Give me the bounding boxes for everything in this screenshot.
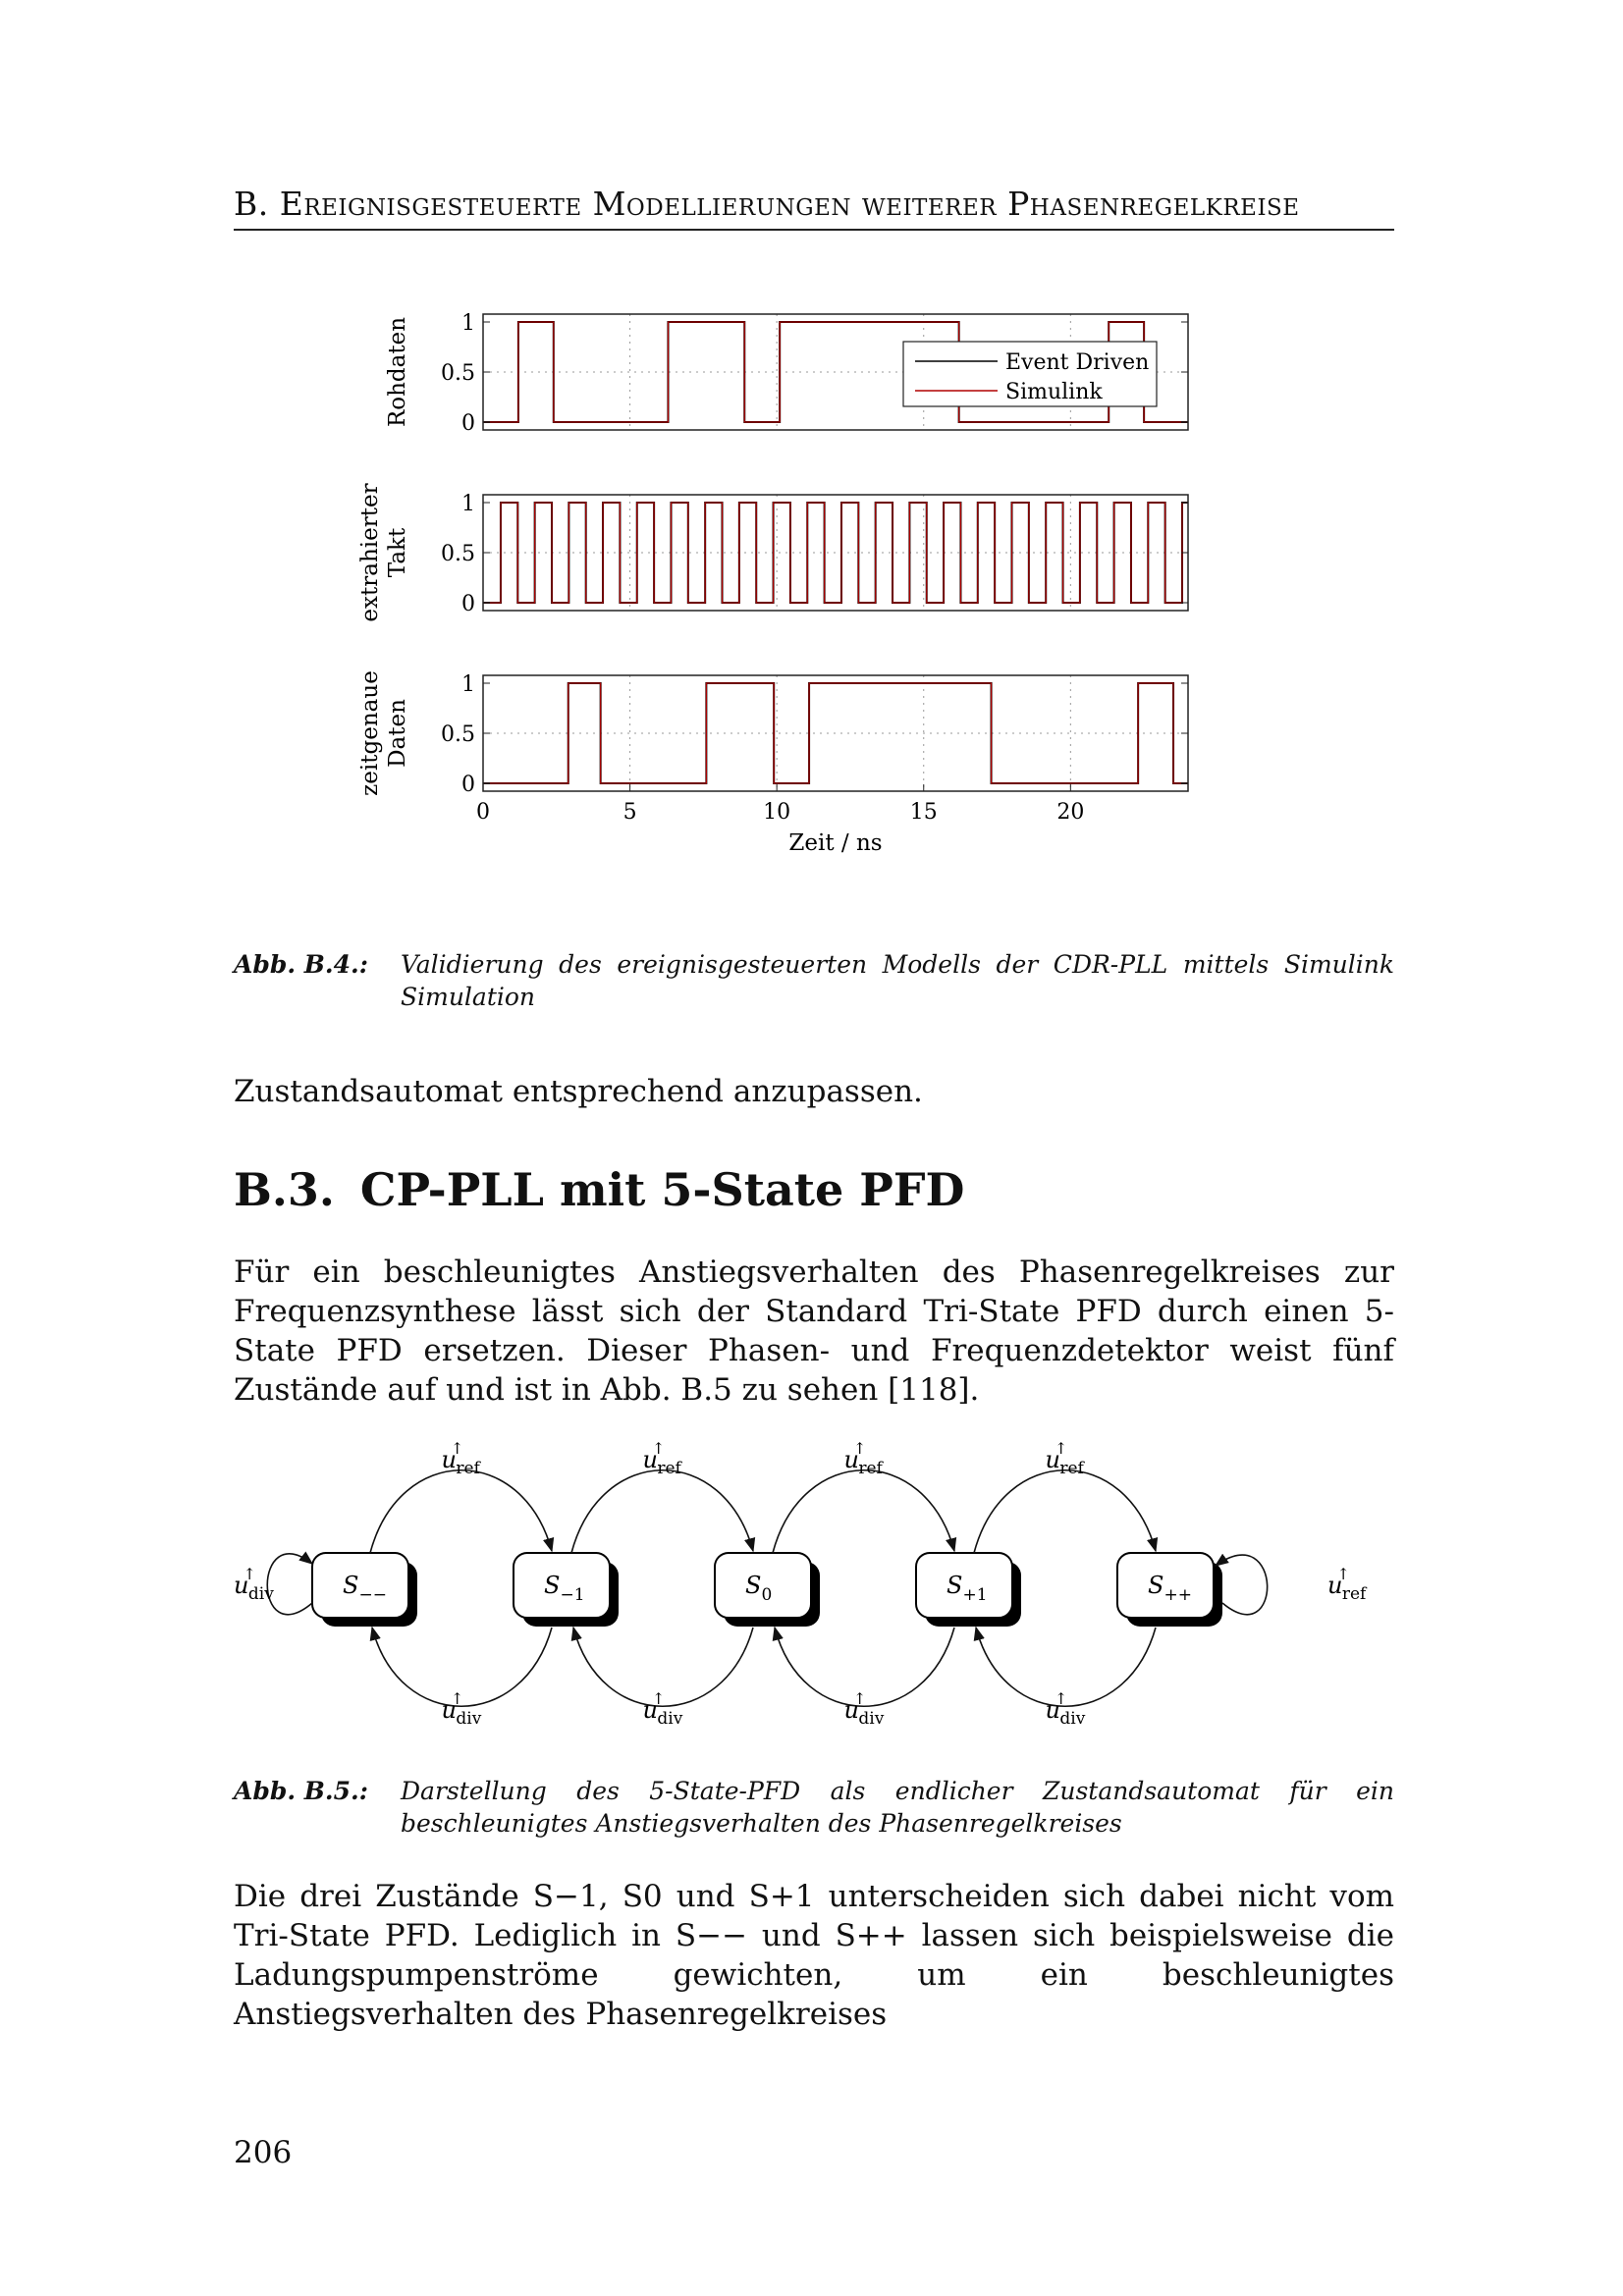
state-label: $S_{-1}$	[544, 1572, 585, 1605]
transition-ref-arrow	[974, 1470, 1156, 1553]
x-tick-label: 0	[476, 800, 490, 825]
x-axis-label: Zeit / ns	[788, 830, 883, 856]
y-axis-label: Daten	[385, 699, 410, 768]
y-tick-label: 0	[461, 411, 475, 436]
y-axis-label: zeitgenaue	[357, 670, 383, 796]
subplot-1	[385, 311, 1188, 436]
figure-b4-caption	[234, 948, 1394, 1013]
label-u-div: u↑ div	[441, 1689, 482, 1729]
paragraph-2: Für ein beschleunigtes Anstiegsverhalten des Phasenregelkreises zur Frequenzsynthese lässt sich der Standard Tri-State PFD durch einen 5-State PFD ersetzen. Dieser Phasen- und Frequenzdetektor weist fünf Zustände auf und ist in Abb. B.5 zu sehen [118].	[234, 1255, 1394, 1408]
figure-b5-caption-text: Darstellung des 5-State-PFD als endlicher Zustandsautomat für ein beschleunigtes Anstiegsverhalten des Phasenregelkreises	[401, 1777, 1394, 1838]
y-tick-label: 0.5	[441, 361, 475, 386]
figure-b5-caption-label: Abb. B.5.:	[234, 1777, 368, 1805]
figure-b4-chart	[353, 294, 1217, 883]
y-tick-label: 0.5	[441, 542, 475, 566]
figure-b5-caption	[234, 1775, 1394, 1840]
transition-ref-arrow	[370, 1470, 552, 1553]
state-node	[916, 1553, 1021, 1627]
y-axis-label: Takt	[385, 527, 410, 578]
label-u-ref: u↑ ref	[642, 1439, 681, 1478]
label-u-ref: u↑ ref	[843, 1439, 883, 1478]
y-tick-label: 1	[461, 311, 475, 336]
subplot-3	[357, 670, 1188, 856]
x-tick-label: 5	[622, 800, 637, 825]
figure-b4-caption-text: Validierung des ereignisgesteuerten Modells der CDR-PLL mittels Simulink Simulation	[401, 950, 1394, 1011]
state-label: $S_0$	[745, 1572, 773, 1605]
running-header: B. Ereignisgesteuerte Modellierungen weiterer Phasenregelkreise	[234, 185, 1394, 231]
state-node	[715, 1553, 820, 1627]
state-label: $S_{+1}$	[947, 1572, 988, 1605]
figure-b5-state-diagram	[226, 1433, 1404, 1757]
subplot-2	[357, 483, 1188, 621]
state-label: $S_{++}$	[1148, 1572, 1192, 1605]
label-u-div: u↑ div	[1045, 1689, 1086, 1729]
paragraph-1: Zustandsautomat entsprechend anzupassen.	[234, 1074, 923, 1109]
x-tick-label: 10	[763, 800, 791, 825]
section-title: CP-PLL mit 5-State PFD	[359, 1163, 965, 1216]
y-axis-label: extrahierter	[357, 483, 383, 622]
label-u-div-self: u↑ div	[234, 1565, 274, 1604]
y-tick-label: 0	[461, 773, 475, 797]
x-tick-label: 20	[1056, 800, 1085, 825]
state-node	[1117, 1553, 1222, 1627]
state-label: $S_{--}$	[343, 1572, 387, 1605]
transition-ref-arrow	[571, 1470, 753, 1553]
state-node	[312, 1553, 417, 1627]
label-u-ref-self: u↑ ref	[1327, 1565, 1367, 1604]
section-number: B.3.	[234, 1163, 335, 1216]
y-axis-label: Rohdaten	[385, 316, 410, 428]
paragraph-3: Die drei Zustände S−1, S0 und S+1 unterscheiden sich dabei nicht vom Tri-State PFD. Lediglich in S−− und S++ lassen sich beispielsweise die Ladungspumpenströme gewichten, um ein beschleunigtes Anstiegsverhalten des Phasenregelkreises	[234, 1879, 1394, 2032]
label-u-ref: u↑ ref	[441, 1439, 480, 1478]
y-tick-label: 0	[461, 592, 475, 616]
label-u-ref: u↑ ref	[1045, 1439, 1084, 1478]
y-tick-label: 1	[461, 672, 475, 697]
self-loop-ref	[1216, 1555, 1268, 1615]
page-number: 206	[234, 2135, 293, 2170]
y-tick-label: 1	[461, 492, 475, 516]
state-node	[514, 1553, 619, 1627]
figure-b4-caption-label: Abb. B.4.:	[234, 950, 368, 979]
legend	[903, 342, 1157, 406]
label-u-div: u↑ div	[642, 1689, 683, 1729]
legend-entry: Simulink	[1005, 380, 1103, 404]
self-loop-div	[267, 1554, 312, 1615]
y-tick-label: 0.5	[441, 722, 475, 747]
section-heading	[234, 1163, 964, 1216]
label-u-div: u↑ div	[843, 1689, 885, 1729]
transition-ref-arrow	[773, 1470, 954, 1553]
x-tick-label: 15	[909, 800, 938, 825]
legend-entry: Event Driven	[1005, 350, 1150, 375]
